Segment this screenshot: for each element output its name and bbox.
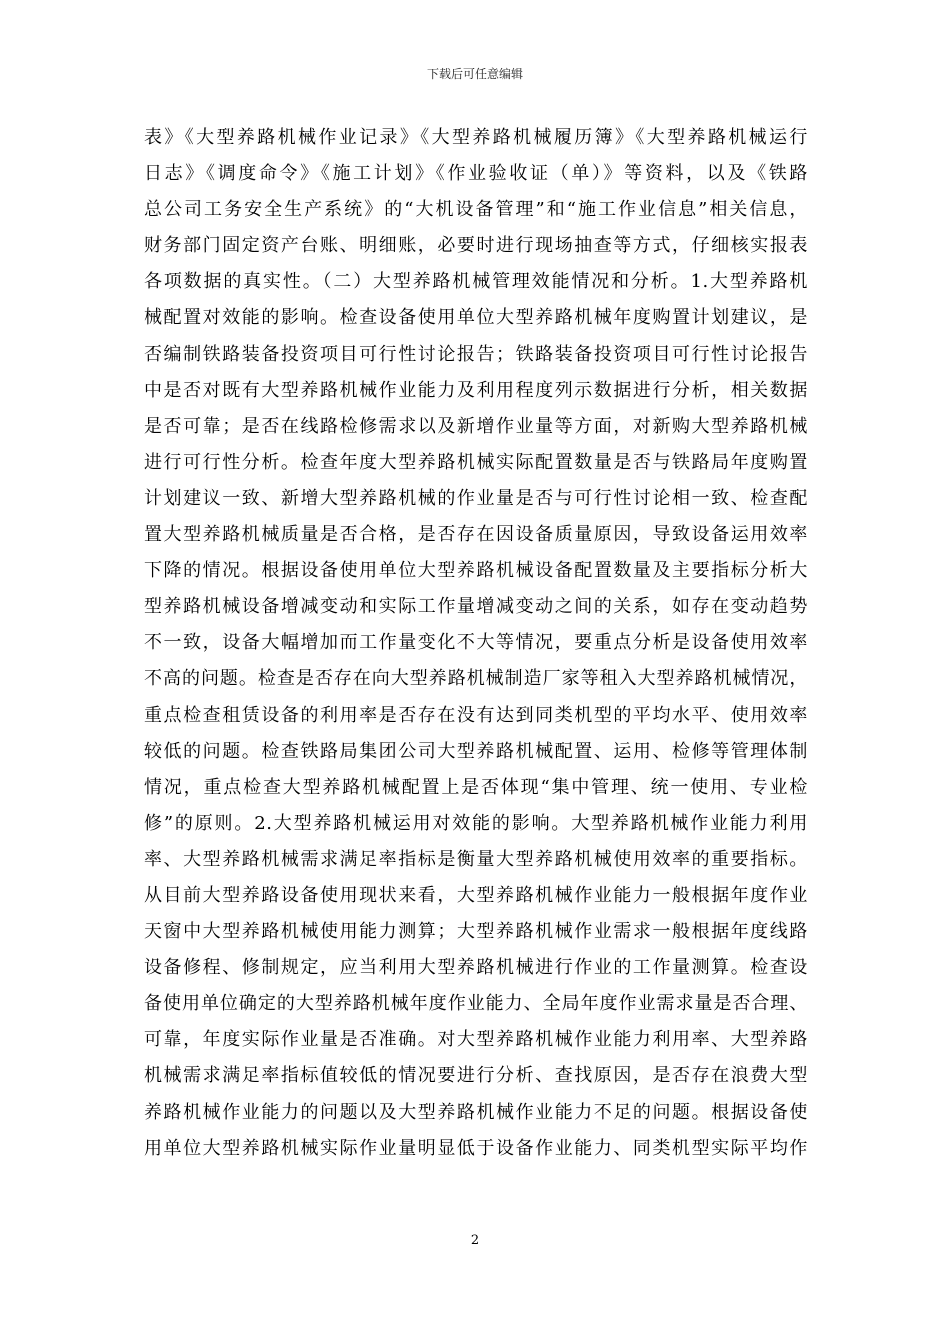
body-line: 中是否对既有大型养路机械作业能力及利用程度列示数据进行分析，相关数据 [144, 379, 808, 401]
body-line: 情况，重点检查大型养路机械配置上是否体现“集中管理、统一使用、专业检 [144, 776, 808, 798]
body-line: 财务部门固定资产台账、明细账，必要时进行现场抽查等方式，仔细核实报表 [144, 235, 808, 257]
body-line: 总公司工务安全生产系统》的“大机设备管理”和“施工作业信息”相关信息， [144, 199, 808, 221]
body-line: 不高的问题。检查是否存在向大型养路机械制造厂家等租入大型养路机械情况， [144, 668, 808, 690]
body-line: 日志》《调度命令》《施工计划》《作业验收证（单）》等资料，以及《铁路 [144, 163, 808, 185]
body-line: 各项数据的真实性。（二）大型养路机械管理效能情况和分析。1.大型养路机 [144, 271, 808, 293]
body-line: 下降的情况。根据设备使用单位大型养路机械设备配置数量及主要指标分析大 [144, 560, 808, 582]
body-line: 械配置对效能的影响。检查设备使用单位大型养路机械年度购置计划建议，是 [144, 307, 808, 329]
body-line: 修”的原则。2.大型养路机械运用对效能的影响。大型养路机械作业能力利用 [144, 812, 808, 834]
body-line: 备使用单位确定的大型养路机械年度作业能力、全局年度作业需求量是否合理、 [144, 993, 808, 1015]
body-line: 是否可靠；是否在线路检修需求以及新增作业量等方面，对新购大型养路机械 [144, 415, 808, 437]
body-line: 型养路机械设备增减变动和实际工作量增减变动之间的关系，如存在变动趋势 [144, 596, 808, 618]
document-body [144, 120, 808, 1167]
body-line: 天窗中大型养路机械使用能力测算；大型养路机械作业需求一般根据年度线路 [144, 921, 808, 943]
body-line: 用单位大型养路机械实际作业量明显低于设备作业能力、同类机型实际平均作 [144, 1137, 808, 1159]
body-line: 置大型养路机械质量是否合格，是否存在因设备质量原因，导致设备运用效率 [144, 524, 808, 546]
page-number: 2 [470, 1233, 480, 1248]
body-line: 重点检查租赁设备的利用率是否存在没有达到同类机型的平均水平、使用效率 [144, 704, 808, 726]
body-line: 表》《大型养路机械作业记录》《大型养路机械履历簿》《大型养路机械运行 [144, 127, 808, 148]
body-line: 率、大型养路机械需求满足率指标是衡量大型养路机械使用效率的重要指标。 [144, 848, 808, 870]
body-line: 机械需求满足率指标值较低的情况要进行分析、查找原因，是否存在浪费大型 [144, 1065, 808, 1087]
body-line: 可靠，年度实际作业量是否准确。对大型养路机械作业能力利用率、大型养路 [144, 1029, 808, 1051]
body-line: 不一致，设备大幅增加而工作量变化不大等情况，要重点分析是设备使用效率 [144, 632, 808, 654]
body-line: 从目前大型养路设备使用现状来看，大型养路机械作业能力一般根据年度作业 [144, 884, 808, 906]
body-line: 养路机械作业能力的问题以及大型养路机械作业能力不足的问题。根据设备使 [144, 1101, 808, 1123]
body-line: 设备修程、修制规定，应当利用大型养路机械进行作业的工作量测算。检查设 [144, 957, 808, 979]
page-header: 下载后可任意编辑 [426, 67, 523, 81]
body-line: 进行可行性分析。检查年度大型养路机械实际配置数量是否与铁路局年度购置 [144, 451, 808, 473]
body-line: 否编制铁路装备投资项目可行性讨论报告；铁路装备投资项目可行性讨论报告 [144, 343, 808, 365]
body-line: 计划建议一致、新增大型养路机械的作业量是否与可行性讨论相一致、检查配 [144, 487, 808, 509]
body-line: 较低的问题。检查铁路局集团公司大型养路机械配置、运用、检修等管理体制 [144, 740, 808, 762]
